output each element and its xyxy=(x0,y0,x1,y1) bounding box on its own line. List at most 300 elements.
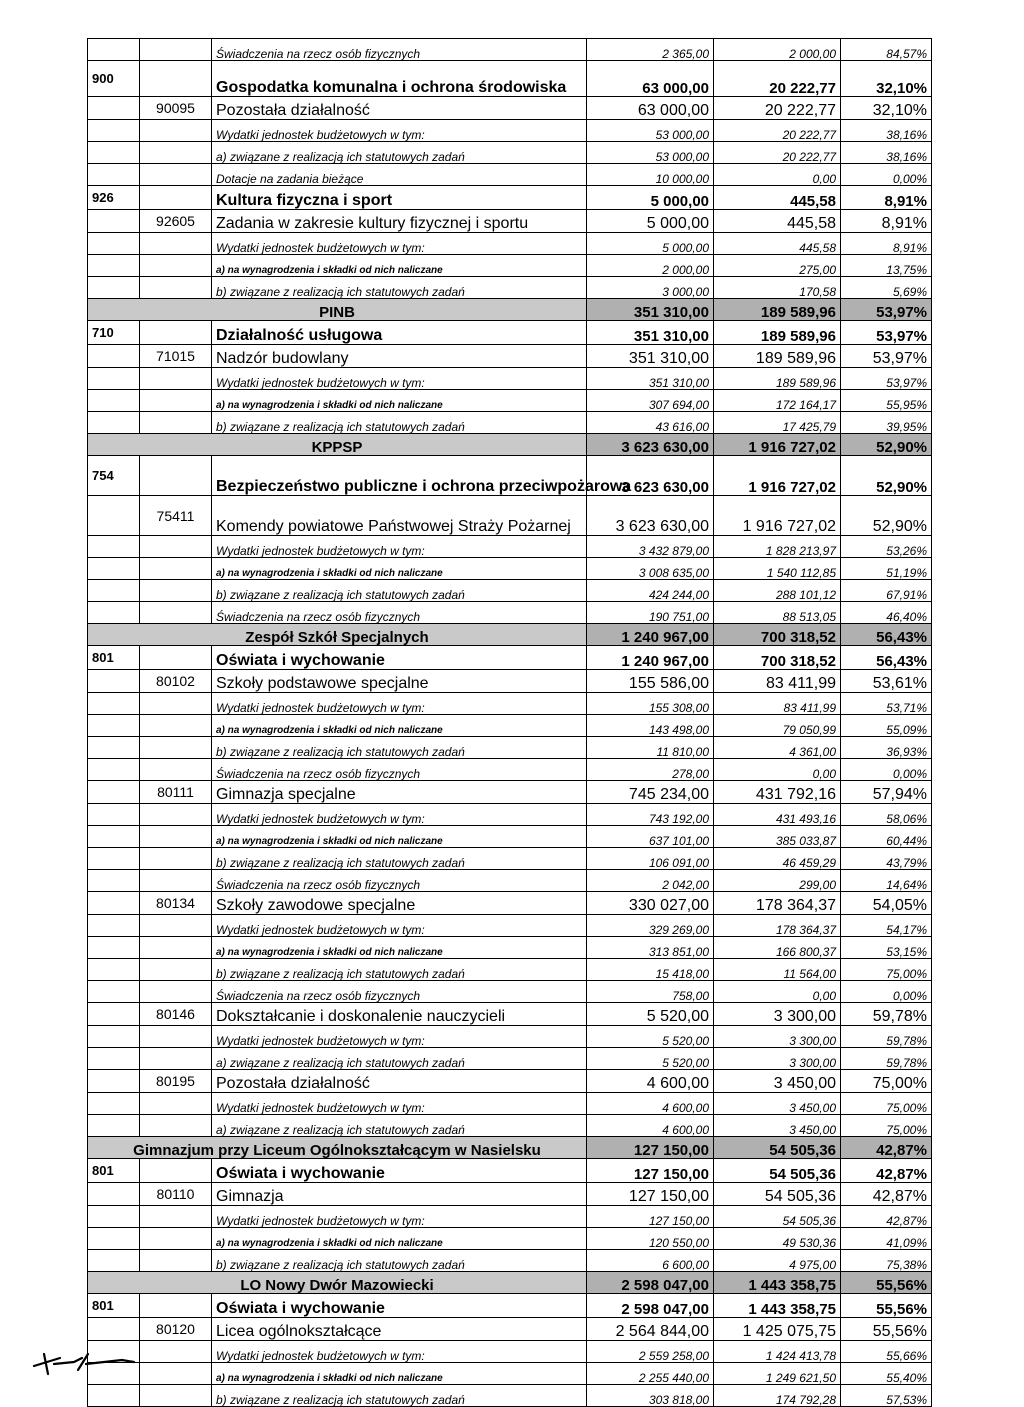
percent-cell: 51,19% xyxy=(841,558,932,580)
dzial-cell xyxy=(88,693,140,715)
name-cell: Wydatki jednostek budżetowych w tym: xyxy=(212,368,587,390)
rozdzial-cell xyxy=(140,186,212,210)
plan-cell: 106 091,00 xyxy=(587,848,714,870)
dzial-cell xyxy=(88,580,140,602)
table-row xyxy=(88,937,932,959)
plan-cell: 2 255 440,00 xyxy=(587,1363,714,1385)
percent-cell: 60,44% xyxy=(841,826,932,848)
name-cell: Wydatki jednostek budżetowych w tym: xyxy=(212,1026,587,1048)
unit-header-row xyxy=(88,1137,932,1159)
rozdzial-cell xyxy=(140,321,212,345)
plan-cell: 15 418,00 xyxy=(587,959,714,981)
dzial-cell xyxy=(88,1070,140,1093)
table-row xyxy=(88,412,932,434)
rozdzial-cell: 80195 xyxy=(140,1070,212,1093)
percent-cell: 46,40% xyxy=(841,602,932,624)
dzial-cell xyxy=(88,412,140,434)
percent-cell: 75,00% xyxy=(841,959,932,981)
table-row xyxy=(88,981,932,1003)
execution-cell: 170,58 xyxy=(714,277,841,299)
dzial-cell xyxy=(88,210,140,233)
percent-cell: 32,10% xyxy=(841,61,932,97)
name-cell: b) związane z realizacją ich statutowych zadań xyxy=(212,1250,587,1272)
name-cell: Szkoły zawodowe specjalne xyxy=(212,892,587,915)
percent-cell: 53,15% xyxy=(841,937,932,959)
dzial-cell: 801 xyxy=(88,1294,140,1318)
rozdzial-cell xyxy=(140,1093,212,1115)
dzial-cell xyxy=(88,737,140,759)
percent-cell: 55,56% xyxy=(841,1294,932,1318)
execution-cell: 79 050,99 xyxy=(714,715,841,737)
rozdzial-cell xyxy=(140,164,212,186)
execution-cell: 46 459,29 xyxy=(714,848,841,870)
execution-cell: 700 318,52 xyxy=(714,646,841,670)
table-row xyxy=(88,368,932,390)
name-cell: Wydatki jednostek budżetowych w tym: xyxy=(212,1093,587,1115)
rozdzial-cell xyxy=(140,1294,212,1318)
rozdzial-cell xyxy=(140,848,212,870)
plan-cell: 1 240 967,00 xyxy=(587,646,714,670)
dzial-cell xyxy=(88,981,140,1003)
table-row xyxy=(88,558,932,580)
plan-cell: 313 851,00 xyxy=(587,937,714,959)
execution-cell: 189 589,96 xyxy=(714,345,841,368)
rozdzial-cell: 80120 xyxy=(140,1318,212,1341)
plan-cell: 3 623 630,00 xyxy=(587,456,714,496)
rozdzial-cell xyxy=(140,1341,212,1363)
percent-cell: 58,06% xyxy=(841,804,932,826)
rozdzial-cell xyxy=(140,233,212,255)
dzial-cell xyxy=(88,1003,140,1026)
dzial-cell xyxy=(88,670,140,693)
dzial-cell xyxy=(88,759,140,781)
unit-header-row xyxy=(88,1272,932,1294)
plan-cell: 127 150,00 xyxy=(587,1183,714,1206)
table-row xyxy=(88,210,932,233)
plan-cell: 303 818,00 xyxy=(587,1385,714,1407)
execution-cell: 445,58 xyxy=(714,210,841,233)
plan-cell: 120 550,00 xyxy=(587,1228,714,1250)
execution-cell: 1 828 213,97 xyxy=(714,536,841,558)
name-cell: a) na wynagrodzenia i składki od nich naliczane xyxy=(212,826,587,848)
execution-cell: 4 361,00 xyxy=(714,737,841,759)
name-cell: Pozostała działalność xyxy=(212,97,587,120)
rozdzial-cell xyxy=(140,120,212,142)
percent-cell: 42,87% xyxy=(841,1159,932,1183)
execution-cell: 54 505,36 xyxy=(714,1137,841,1159)
plan-cell: 2 042,00 xyxy=(587,870,714,892)
execution-cell: 20 222,77 xyxy=(714,142,841,164)
name-cell: Gimnazja specjalne xyxy=(212,781,587,804)
table-row xyxy=(88,580,932,602)
rozdzial-cell xyxy=(140,39,212,61)
dzial-cell xyxy=(88,536,140,558)
dzial-cell xyxy=(88,390,140,412)
dzial-cell xyxy=(88,142,140,164)
rozdzial-cell: 80102 xyxy=(140,670,212,693)
name-cell: b) związane z realizacją ich statutowych zadań xyxy=(212,412,587,434)
dzial-cell: 900 xyxy=(88,61,140,97)
name-cell: b) związane z realizacją ich statutowych zadań xyxy=(212,848,587,870)
rozdzial-cell xyxy=(140,412,212,434)
percent-cell: 39,95% xyxy=(841,412,932,434)
dzial-cell xyxy=(88,781,140,804)
table-row xyxy=(88,1048,932,1070)
rozdzial-cell xyxy=(140,1115,212,1137)
percent-cell: 54,05% xyxy=(841,892,932,915)
percent-cell: 57,94% xyxy=(841,781,932,804)
table-row xyxy=(88,1250,932,1272)
dzial-cell xyxy=(88,937,140,959)
plan-cell: 3 432 879,00 xyxy=(587,536,714,558)
table-row xyxy=(88,1026,932,1048)
name-cell: Wydatki jednostek budżetowych w tym: xyxy=(212,1206,587,1228)
rozdzial-cell xyxy=(140,826,212,848)
rozdzial-cell xyxy=(140,937,212,959)
execution-cell: 1 916 727,02 xyxy=(714,456,841,496)
plan-cell: 43 616,00 xyxy=(587,412,714,434)
rozdzial-cell xyxy=(140,915,212,937)
plan-cell: 3 623 630,00 xyxy=(587,496,714,536)
execution-cell: 445,58 xyxy=(714,233,841,255)
rozdzial-cell: 92605 xyxy=(140,210,212,233)
rozdzial-cell xyxy=(140,981,212,1003)
execution-cell: 11 564,00 xyxy=(714,959,841,981)
execution-cell: 3 300,00 xyxy=(714,1026,841,1048)
name-cell: Kultura fizyczna i sport xyxy=(212,186,587,210)
percent-cell: 32,10% xyxy=(841,97,932,120)
execution-cell: 3 450,00 xyxy=(714,1070,841,1093)
percent-cell: 41,09% xyxy=(841,1228,932,1250)
percent-cell: 75,38% xyxy=(841,1250,932,1272)
plan-cell: 190 751,00 xyxy=(587,602,714,624)
percent-cell: 0,00% xyxy=(841,981,932,1003)
plan-cell: 5 520,00 xyxy=(587,1048,714,1070)
dzial-cell xyxy=(88,870,140,892)
name-cell: a) związane z realizacją ich statutowych zadań xyxy=(212,1115,587,1137)
dzial-cell xyxy=(88,255,140,277)
plan-cell: 155 586,00 xyxy=(587,670,714,693)
rozdzial-cell xyxy=(140,737,212,759)
rozdzial-cell xyxy=(140,368,212,390)
table-row xyxy=(88,456,932,496)
name-cell: b) związane z realizacją ich statutowych zadań xyxy=(212,959,587,981)
plan-cell: 2 564 844,00 xyxy=(587,1318,714,1341)
rozdzial-cell: 80111 xyxy=(140,781,212,804)
plan-cell: 330 027,00 xyxy=(587,892,714,915)
dzial-cell xyxy=(88,1318,140,1341)
name-cell: Wydatki jednostek budżetowych w tym: xyxy=(212,804,587,826)
table-row xyxy=(88,1115,932,1137)
percent-cell: 13,75% xyxy=(841,255,932,277)
percent-cell: 0,00% xyxy=(841,164,932,186)
dzial-cell xyxy=(88,1183,140,1206)
dzial-cell xyxy=(88,233,140,255)
percent-cell: 56,43% xyxy=(841,624,932,646)
unit-name-cell: LO Nowy Dwór Mazowiecki xyxy=(88,1272,587,1294)
plan-cell: 127 150,00 xyxy=(587,1159,714,1183)
table-row xyxy=(88,759,932,781)
rozdzial-cell xyxy=(140,61,212,97)
name-cell: Wydatki jednostek budżetowych w tym: xyxy=(212,693,587,715)
execution-cell: 54 505,36 xyxy=(714,1159,841,1183)
percent-cell: 53,97% xyxy=(841,321,932,345)
execution-cell: 1 540 112,85 xyxy=(714,558,841,580)
dzial-cell xyxy=(88,602,140,624)
execution-cell: 385 033,87 xyxy=(714,826,841,848)
table-row xyxy=(88,602,932,624)
name-cell: Dokształcanie i doskonalenie nauczycieli xyxy=(212,1003,587,1026)
plan-cell: 424 244,00 xyxy=(587,580,714,602)
percent-cell: 55,95% xyxy=(841,390,932,412)
dzial-cell xyxy=(88,848,140,870)
plan-cell: 4 600,00 xyxy=(587,1070,714,1093)
dzial-cell xyxy=(88,1115,140,1137)
plan-cell: 3 623 630,00 xyxy=(587,434,714,456)
name-cell: Świadczenia na rzecz osób fizycznych xyxy=(212,602,587,624)
plan-cell: 53 000,00 xyxy=(587,142,714,164)
name-cell: Oświata i wychowanie xyxy=(212,646,587,670)
name-cell: a) na wynagrodzenia i składki od nich naliczane xyxy=(212,390,587,412)
rozdzial-cell: 71015 xyxy=(140,345,212,368)
table-row xyxy=(88,781,932,804)
execution-cell: 445,58 xyxy=(714,186,841,210)
execution-cell: 2 000,00 xyxy=(714,39,841,61)
execution-cell: 20 222,77 xyxy=(714,97,841,120)
dzial-cell xyxy=(88,558,140,580)
rozdzial-cell xyxy=(140,580,212,602)
plan-cell: 1 240 967,00 xyxy=(587,624,714,646)
name-cell: b) związane z realizacją ich statutowych zadań xyxy=(212,580,587,602)
execution-cell: 172 164,17 xyxy=(714,390,841,412)
dzial-cell: 801 xyxy=(88,646,140,670)
name-cell: Świadczenia na rzecz osób fizycznych xyxy=(212,981,587,1003)
rozdzial-cell xyxy=(140,646,212,670)
percent-cell: 59,78% xyxy=(841,1048,932,1070)
plan-cell: 5 000,00 xyxy=(587,186,714,210)
table-row xyxy=(88,715,932,737)
percent-cell: 75,00% xyxy=(841,1070,932,1093)
plan-cell: 2 000,00 xyxy=(587,255,714,277)
name-cell: Świadczenia na rzecz osób fizycznych xyxy=(212,759,587,781)
plan-cell: 351 310,00 xyxy=(587,368,714,390)
table-row xyxy=(88,670,932,693)
name-cell: Wydatki jednostek budżetowych w tym: xyxy=(212,915,587,937)
execution-cell: 431 493,16 xyxy=(714,804,841,826)
table-row xyxy=(88,186,932,210)
dzial-cell xyxy=(88,164,140,186)
execution-cell: 1 916 727,02 xyxy=(714,496,841,536)
rozdzial-cell: 75411 xyxy=(140,496,212,536)
name-cell: Szkoły podstawowe specjalne xyxy=(212,670,587,693)
execution-cell: 189 589,96 xyxy=(714,368,841,390)
plan-cell: 758,00 xyxy=(587,981,714,1003)
dzial-cell xyxy=(88,1228,140,1250)
name-cell: Komendy powiatowe Państwowej Straży Pożarnej xyxy=(212,496,587,536)
table-row xyxy=(88,1070,932,1093)
name-cell: a) na wynagrodzenia i składki od nich naliczane xyxy=(212,1228,587,1250)
plan-cell: 10 000,00 xyxy=(587,164,714,186)
unit-header-row xyxy=(88,299,932,321)
table-row xyxy=(88,536,932,558)
dzial-cell xyxy=(88,1026,140,1048)
rozdzial-cell: 80146 xyxy=(140,1003,212,1026)
percent-cell: 55,09% xyxy=(841,715,932,737)
table-row xyxy=(88,61,932,97)
execution-cell: 54 505,36 xyxy=(714,1206,841,1228)
dzial-cell xyxy=(88,826,140,848)
rozdzial-cell: 80134 xyxy=(140,892,212,915)
execution-cell: 700 318,52 xyxy=(714,624,841,646)
percent-cell: 42,87% xyxy=(841,1137,932,1159)
table-row xyxy=(88,1363,932,1385)
percent-cell: 67,91% xyxy=(841,580,932,602)
table-row xyxy=(88,1294,932,1318)
execution-cell: 88 513,05 xyxy=(714,602,841,624)
plan-cell: 351 310,00 xyxy=(587,321,714,345)
dzial-cell: 754 xyxy=(88,456,140,496)
rozdzial-cell: 80110 xyxy=(140,1183,212,1206)
dzial-cell xyxy=(88,97,140,120)
percent-cell: 54,17% xyxy=(841,915,932,937)
table-row xyxy=(88,892,932,915)
name-cell: Wydatki jednostek budżetowych w tym: xyxy=(212,120,587,142)
execution-cell: 1 249 621,50 xyxy=(714,1363,841,1385)
execution-cell: 174 792,28 xyxy=(714,1385,841,1407)
plan-cell: 3 008 635,00 xyxy=(587,558,714,580)
percent-cell: 52,90% xyxy=(841,434,932,456)
percent-cell: 59,78% xyxy=(841,1003,932,1026)
plan-cell: 143 498,00 xyxy=(587,715,714,737)
dzial-cell xyxy=(88,120,140,142)
name-cell: Wydatki jednostek budżetowych w tym: xyxy=(212,233,587,255)
execution-cell: 178 364,37 xyxy=(714,915,841,937)
table-row xyxy=(88,120,932,142)
percent-cell: 57,53% xyxy=(841,1385,932,1407)
execution-cell: 83 411,99 xyxy=(714,693,841,715)
table-row xyxy=(88,1228,932,1250)
percent-cell: 84,57% xyxy=(841,39,932,61)
plan-cell: 351 310,00 xyxy=(587,299,714,321)
execution-cell: 17 425,79 xyxy=(714,412,841,434)
name-cell: b) związane z realizacją ich statutowych zadań xyxy=(212,277,587,299)
dzial-cell xyxy=(88,892,140,915)
execution-cell: 189 589,96 xyxy=(714,321,841,345)
percent-cell: 55,56% xyxy=(841,1318,932,1341)
execution-cell: 3 450,00 xyxy=(714,1093,841,1115)
plan-cell: 278,00 xyxy=(587,759,714,781)
rozdzial-cell xyxy=(140,1026,212,1048)
name-cell: Gospodatka komunalna i ochrona środowiska xyxy=(212,61,587,97)
execution-cell: 1 443 358,75 xyxy=(714,1294,841,1318)
table-row xyxy=(88,848,932,870)
rozdzial-cell xyxy=(140,959,212,981)
percent-cell: 14,64% xyxy=(841,870,932,892)
percent-cell: 43,79% xyxy=(841,848,932,870)
table-row xyxy=(88,870,932,892)
rozdzial-cell xyxy=(140,693,212,715)
plan-cell: 329 269,00 xyxy=(587,915,714,937)
percent-cell: 75,00% xyxy=(841,1093,932,1115)
execution-cell: 166 800,37 xyxy=(714,937,841,959)
percent-cell: 52,90% xyxy=(841,496,932,536)
dzial-cell xyxy=(88,1048,140,1070)
rozdzial-cell xyxy=(140,390,212,412)
name-cell: Działalność usługowa xyxy=(212,321,587,345)
table-row xyxy=(88,1318,932,1341)
unit-name-cell: Gimnazjum przy Liceum Ogólnokształcącym w Nasielsku xyxy=(88,1137,587,1159)
rozdzial-cell xyxy=(140,715,212,737)
percent-cell: 53,97% xyxy=(841,345,932,368)
percent-cell: 42,87% xyxy=(841,1183,932,1206)
percent-cell: 53,97% xyxy=(841,368,932,390)
execution-cell: 275,00 xyxy=(714,255,841,277)
rozdzial-cell xyxy=(140,804,212,826)
plan-cell: 53 000,00 xyxy=(587,120,714,142)
percent-cell: 8,91% xyxy=(841,210,932,233)
name-cell: Nadzór budowlany xyxy=(212,345,587,368)
table-row xyxy=(88,1159,932,1183)
table-row xyxy=(88,390,932,412)
name-cell: Zadania w zakresie kultury fizycznej i sportu xyxy=(212,210,587,233)
execution-cell: 288 101,12 xyxy=(714,580,841,602)
table-row xyxy=(88,321,932,345)
percent-cell: 38,16% xyxy=(841,142,932,164)
table-row xyxy=(88,737,932,759)
dzial-cell xyxy=(88,1093,140,1115)
plan-cell: 127 150,00 xyxy=(587,1137,714,1159)
plan-cell: 6 600,00 xyxy=(587,1250,714,1272)
dzial-cell xyxy=(88,1385,140,1407)
plan-cell: 743 192,00 xyxy=(587,804,714,826)
plan-cell: 127 150,00 xyxy=(587,1206,714,1228)
budget-table xyxy=(87,38,932,1407)
percent-cell: 53,97% xyxy=(841,299,932,321)
execution-cell: 431 792,16 xyxy=(714,781,841,804)
table-row xyxy=(88,345,932,368)
name-cell: a) związane z realizacją ich statutowych zadań xyxy=(212,142,587,164)
execution-cell: 3 300,00 xyxy=(714,1048,841,1070)
name-cell: a) na wynagrodzenia i składki od nich naliczane xyxy=(212,715,587,737)
rozdzial-cell xyxy=(140,277,212,299)
name-cell: b) związane z realizacją ich statutowych zadań xyxy=(212,1385,587,1407)
rozdzial-cell xyxy=(140,456,212,496)
plan-cell: 2 559 258,00 xyxy=(587,1341,714,1363)
percent-cell: 55,40% xyxy=(841,1363,932,1385)
rozdzial-cell xyxy=(140,759,212,781)
table-row xyxy=(88,1206,932,1228)
dzial-cell xyxy=(88,804,140,826)
plan-cell: 3 000,00 xyxy=(587,277,714,299)
plan-cell: 2 365,00 xyxy=(587,39,714,61)
percent-cell: 53,61% xyxy=(841,670,932,693)
unit-name-cell: PINB xyxy=(88,299,587,321)
percent-cell: 55,56% xyxy=(841,1272,932,1294)
rozdzial-cell xyxy=(140,142,212,164)
table-row xyxy=(88,693,932,715)
name-cell: Wydatki jednostek budżetowych w tym: xyxy=(212,536,587,558)
plan-cell: 2 598 047,00 xyxy=(587,1272,714,1294)
rozdzial-cell xyxy=(140,1363,212,1385)
dzial-cell: 926 xyxy=(88,186,140,210)
rozdzial-cell xyxy=(140,558,212,580)
execution-cell: 4 975,00 xyxy=(714,1250,841,1272)
execution-cell: 1 916 727,02 xyxy=(714,434,841,456)
percent-cell: 8,91% xyxy=(841,233,932,255)
table-row xyxy=(88,826,932,848)
plan-cell: 5 000,00 xyxy=(587,233,714,255)
plan-cell: 2 598 047,00 xyxy=(587,1294,714,1318)
